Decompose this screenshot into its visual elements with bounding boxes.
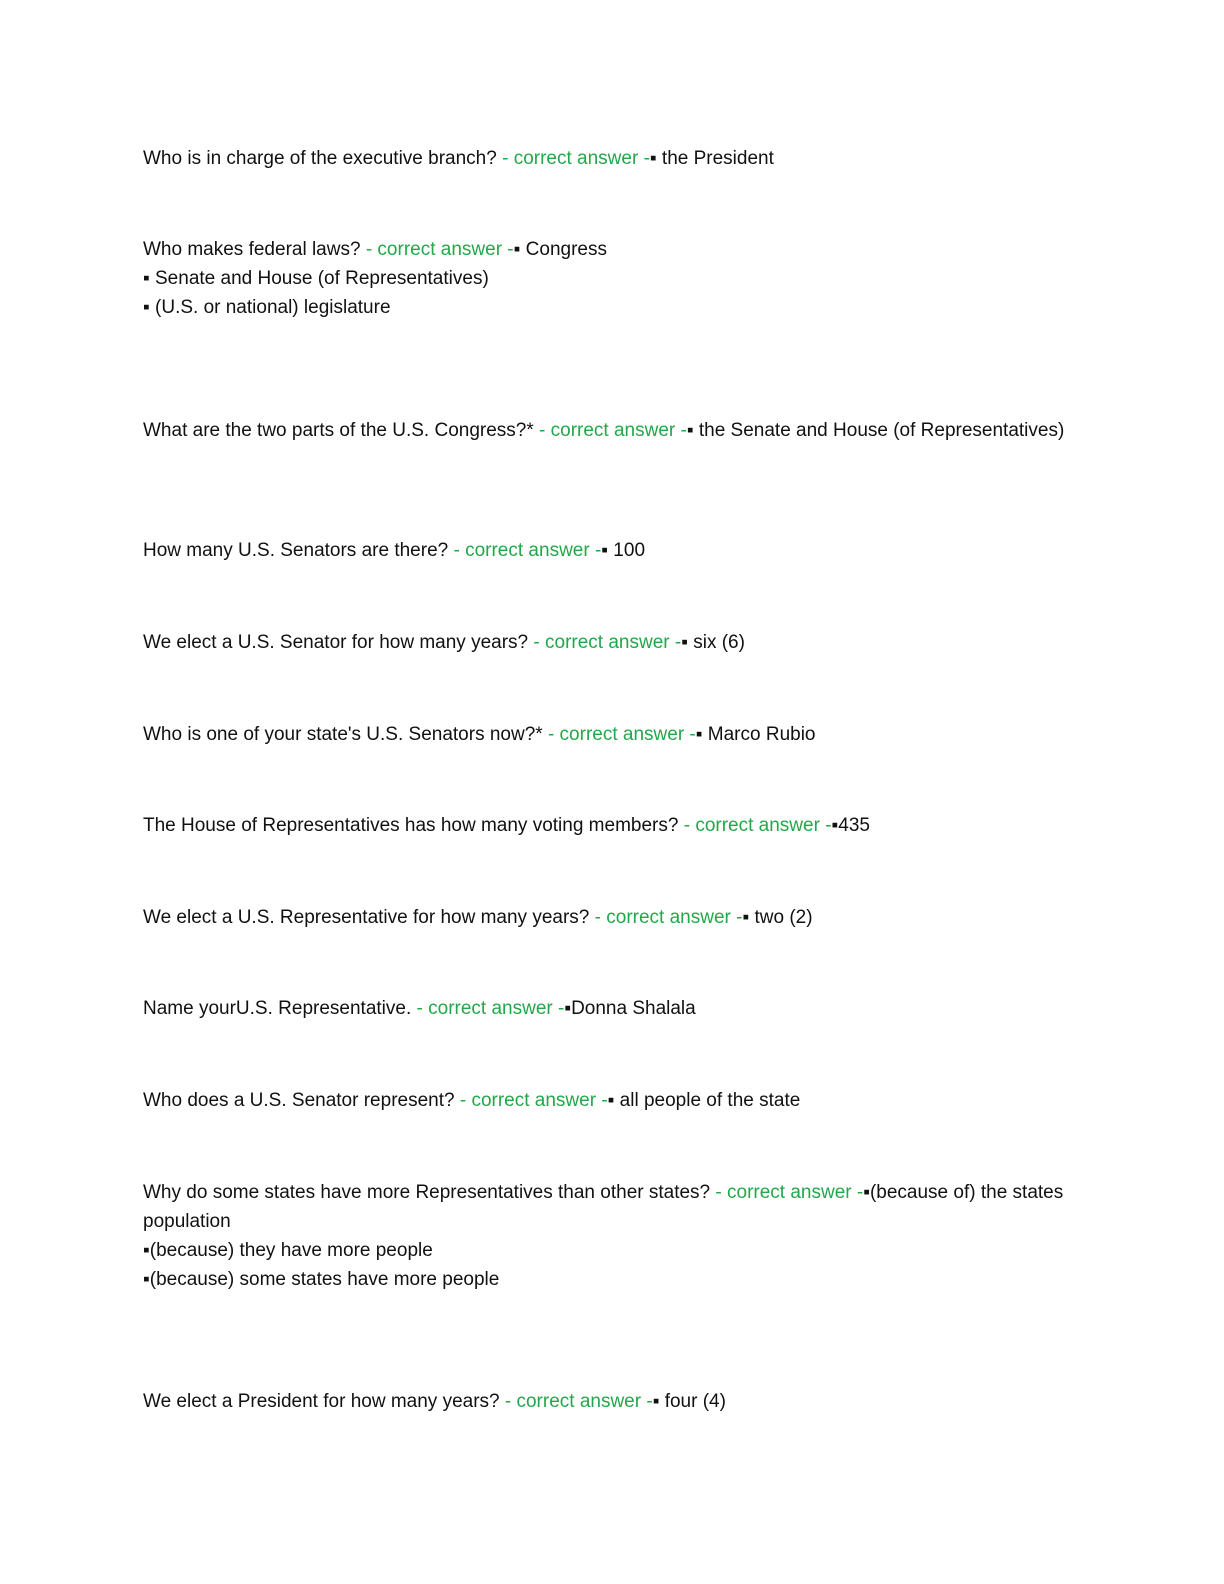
correct-answer-separator: - correct answer - (416, 998, 565, 1019)
correct-answer-separator: - correct answer - (453, 540, 602, 561)
correct-answer-separator: - correct answer - (533, 632, 682, 653)
correct-answer-separator: - correct answer - (683, 815, 832, 836)
question-line (143, 536, 1083, 565)
question-line (143, 1086, 1083, 1115)
correct-answer-separator: - correct answer - (547, 724, 696, 745)
answer-alternative: ▪ (U.S. or national) legislature (143, 297, 391, 318)
answer-alternative: ▪ Senate and House (of Representatives) (143, 268, 489, 289)
answer-text: ▪ all people of the state (607, 1090, 801, 1111)
answer-text: ▪ the Senate and House (of Representatives) (686, 420, 1065, 441)
question-line (143, 720, 1083, 749)
question-text: We elect a U.S. Senator for how many years? (143, 632, 529, 653)
qa-item (143, 994, 1083, 1023)
qa-item (143, 536, 1083, 565)
question-text: Who makes federal laws? (143, 239, 361, 260)
question-line (143, 1178, 1083, 1236)
question-text: We elect a President for how many years? (143, 1391, 500, 1412)
answer-alternative: ▪(because) some states have more people (143, 1269, 500, 1290)
correct-answer-separator: - correct answer - (459, 1090, 608, 1111)
qa-item (143, 1178, 1083, 1294)
correct-answer-separator: - correct answer - (502, 148, 650, 169)
question-text: We elect a U.S. Representative for how many years? (143, 907, 590, 928)
answer-text: ▪ four (4) (652, 1391, 726, 1412)
answer-text: ▪ two (2) (742, 907, 813, 928)
question-line (143, 235, 1083, 264)
answer-text: ▪435 (831, 815, 870, 836)
qa-item (143, 628, 1083, 657)
question-text: How many U.S. Senators are there? (143, 540, 449, 561)
question-text: Name yourU.S. Representative. (143, 998, 412, 1019)
answer-text: ▪ Congress (513, 239, 607, 260)
qa-item (143, 144, 1083, 173)
answer-text: ▪ Marco Rubio (695, 724, 816, 745)
question-line (143, 903, 1083, 932)
qa-item (143, 720, 1083, 749)
correct-answer-separator: - correct answer - (594, 907, 743, 928)
question-line (143, 144, 1083, 173)
correct-answer-separator: - correct answer - (365, 239, 514, 260)
question-line (143, 994, 1083, 1023)
qa-item (143, 1387, 1083, 1416)
answer-text: ▪ six (6) (681, 632, 745, 653)
question-text: Who is in charge of the executive branch? (143, 148, 497, 169)
qa-item (143, 416, 1083, 445)
question-text: What are the two parts of the U.S. Congress?* (143, 420, 534, 441)
qa-item (143, 903, 1083, 932)
question-text: Who does a U.S. Senator represent? (143, 1090, 455, 1111)
question-text: The House of Representatives has how many voting members? (143, 815, 679, 836)
answer-text: ▪ 100 (601, 540, 646, 561)
correct-answer-separator: - correct answer - (539, 420, 687, 441)
question-line (143, 628, 1083, 657)
qa-item (143, 1086, 1083, 1115)
correct-answer-separator: - correct answer - (504, 1391, 653, 1412)
question-text: Who is one of your state's U.S. Senators now?* (143, 724, 543, 745)
answer-text: ▪Donna Shalala (564, 998, 696, 1019)
question-line (143, 1387, 1083, 1416)
answer-text: ▪ the President (649, 148, 774, 169)
answer-alternative: ▪(because) they have more people (143, 1240, 433, 1261)
answer-text: ▪(because of) the states population (143, 1182, 1064, 1232)
qa-item (143, 235, 1083, 322)
qa-item (143, 811, 1083, 840)
question-text: Why do some states have more Representatives than other states? (143, 1182, 711, 1203)
correct-answer-separator: - correct answer - (715, 1182, 864, 1203)
question-line (143, 416, 1083, 445)
question-line (143, 811, 1083, 840)
